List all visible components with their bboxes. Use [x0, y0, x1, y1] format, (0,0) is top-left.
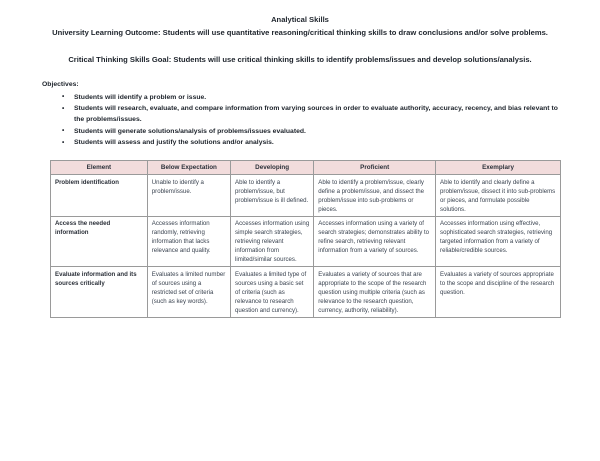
bullet-icon: • — [62, 138, 65, 146]
bullet-icon: • — [62, 127, 65, 135]
cell-exemplary: Evaluates a variety of sources appropriate to the scope and discipline of the research question. — [436, 267, 561, 318]
university-learning-outcome: University Learning Outcome: Students will use quantitative reasoning/critical thinking skills to draw conclusions and/or solve problems. — [52, 27, 548, 37]
bullet-icon: • — [62, 93, 65, 101]
cell-element: Access the needed information — [51, 216, 148, 267]
list-item — [40, 126, 560, 137]
cell-below-expectation: Evaluates a limited number of sources using a restricted set of criteria (such as key words). — [147, 267, 230, 318]
list-item — [40, 92, 560, 103]
cell-proficient: Accesses information using a variety of search strategies; demonstrates ability to refine search, retrieving relevant information from a variety of sources. — [314, 216, 436, 267]
table-header-row — [51, 161, 561, 175]
page-title: Analytical Skills — [271, 15, 329, 24]
cell-below-expectation: Accesses information randomly, retrieving information that lacks relevance and quality. — [147, 216, 230, 267]
cell-element: Problem identification — [51, 175, 148, 217]
objectives-heading: Objectives: — [42, 80, 79, 88]
column-header-element: Element — [51, 161, 148, 175]
cell-element: Evaluate information and its sources critically — [51, 267, 148, 318]
column-header-exemplary: Exemplary — [436, 161, 561, 175]
objective-text: Students will assess and justify the solutions and/or analysis. — [74, 139, 274, 147]
table-row — [51, 216, 561, 267]
bullet-icon: • — [62, 104, 65, 112]
objectives-list — [40, 92, 560, 149]
cell-proficient: Evaluates a variety of sources that are appropriate to the scope of the research question using multiple criteria (such as relevance to the research question, currency, authority, reliability). — [314, 267, 436, 318]
table-row — [51, 267, 561, 318]
list-item — [40, 103, 560, 125]
cell-proficient: Able to identify a problem/issue, clearly define a problem/issue, and dissect the problem/issue into sub-problems or pieces. — [314, 175, 436, 217]
objective-text: Students will research, evaluate, and compare information from varying sources in order to evaluate authority, accuracy, recency, and bias relevant to the problems/issues. — [74, 105, 558, 124]
cell-developing: Accesses information using simple search strategies, retrieving relevant information from limited/similar sources. — [231, 216, 314, 267]
column-header-developing: Developing — [231, 161, 314, 175]
cell-exemplary: Able to identify and clearly define a problem/issue, dissect it into sub-problems or pieces, and formulate possible solutions. — [436, 175, 561, 217]
objective-text: Students will identify a problem or issue. — [74, 93, 207, 101]
rubric-table — [50, 160, 561, 318]
cell-developing: Able to identify a problem/issue, but problem/issue is ill defined. — [231, 175, 314, 217]
list-item — [40, 137, 560, 148]
column-header-below-expectation: Below Expectation — [147, 161, 230, 175]
cell-below-expectation: Unable to identify a problem/issue. — [147, 175, 230, 217]
document-heading — [40, 14, 560, 39]
table-row — [51, 175, 561, 217]
cell-developing: Evaluates a limited type of sources using a basic set of criteria (such as relevance to research question and currency). — [231, 267, 314, 318]
objective-text: Students will generate solutions/analysis of problems/issues evaluated. — [74, 127, 306, 135]
column-header-proficient: Proficient — [314, 161, 436, 175]
cell-exemplary: Accesses information using effective, sophisticated search strategies, retrieving targeted information from a variety of reliable/credible sources. — [436, 216, 561, 267]
critical-thinking-goal: Critical Thinking Skills Goal: Students will use critical thinking skills to identify problems/issues and develop solutions/analysis. — [68, 54, 532, 64]
